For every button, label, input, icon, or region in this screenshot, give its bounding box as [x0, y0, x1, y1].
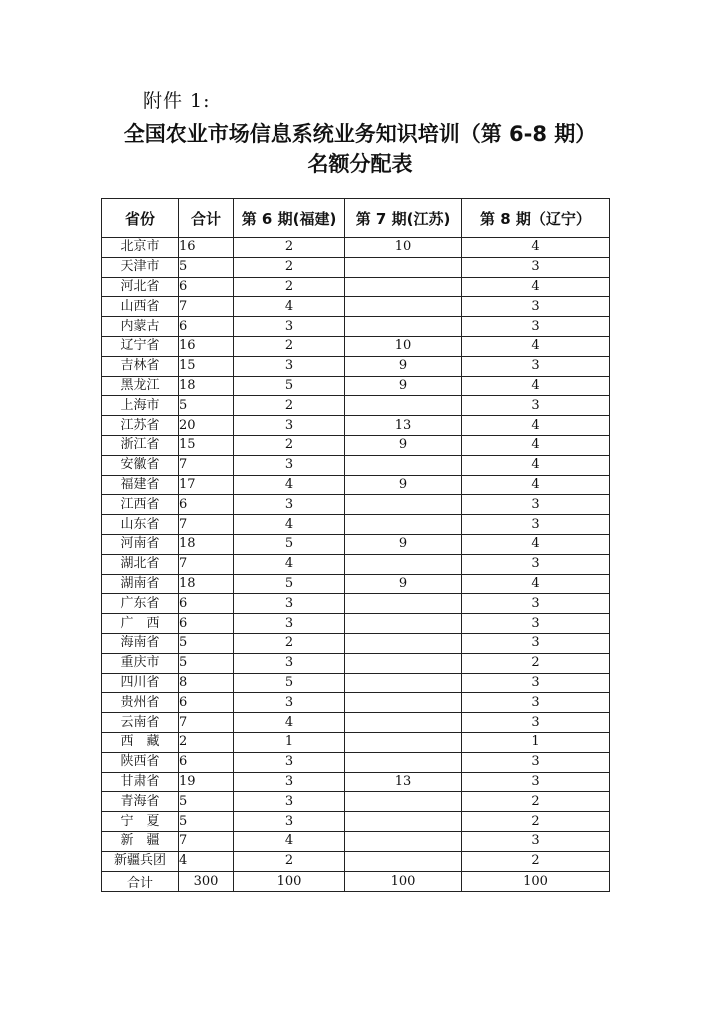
cell-session-6: 3 — [234, 317, 345, 337]
cell-session-7 — [345, 752, 462, 772]
table-row — [102, 534, 610, 554]
cell-session-7 — [345, 693, 462, 713]
cell-session-8: 3 — [462, 673, 610, 693]
cell-session-6: 1 — [234, 732, 345, 752]
cell-session-7 — [345, 851, 462, 871]
cell-total: 18 — [179, 534, 234, 554]
cell-total: 7 — [179, 831, 234, 851]
cell-total: 15 — [179, 435, 234, 455]
cell-session-6: 2 — [234, 238, 345, 258]
cell-session-8: 3 — [462, 495, 610, 515]
cell-session-8: 3 — [462, 772, 610, 792]
cell-session-8: 4 — [462, 475, 610, 495]
table-row — [102, 515, 610, 535]
cell-session-6: 2 — [234, 277, 345, 297]
cell-session-6: 2 — [234, 633, 345, 653]
cell-total: 2 — [179, 732, 234, 752]
table-row — [102, 554, 610, 574]
cell-session-6: 3 — [234, 356, 345, 376]
cell-session-8: 4 — [462, 277, 610, 297]
cell-province: 湖北省 — [102, 554, 179, 574]
table-body — [102, 238, 610, 872]
attachment-label: 附件 1: — [143, 90, 211, 112]
table-row — [102, 792, 610, 812]
cell-session-6: 5 — [234, 534, 345, 554]
header-session-8: 第 8 期（辽宁） — [462, 199, 610, 238]
cell-session-8: 4 — [462, 376, 610, 396]
header-total: 合计 — [179, 199, 234, 238]
cell-total: 5 — [179, 812, 234, 832]
cell-session-8: 3 — [462, 693, 610, 713]
cell-session-8: 4 — [462, 238, 610, 258]
cell-session-7 — [345, 396, 462, 416]
cell-total: 20 — [179, 416, 234, 436]
cell-session-6: 2 — [234, 851, 345, 871]
totals-label: 合计 — [102, 871, 179, 891]
cell-province: 河南省 — [102, 534, 179, 554]
cell-session-7 — [345, 277, 462, 297]
table-row — [102, 297, 610, 317]
cell-province: 江苏省 — [102, 416, 179, 436]
cell-total: 6 — [179, 614, 234, 634]
cell-session-7 — [345, 594, 462, 614]
cell-session-8: 3 — [462, 356, 610, 376]
cell-total: 6 — [179, 693, 234, 713]
cell-total: 5 — [179, 257, 234, 277]
header-session-6: 第 6 期(福建) — [234, 199, 345, 238]
table-row — [102, 851, 610, 871]
totals-session-7: 100 — [345, 871, 462, 891]
cell-session-6: 3 — [234, 752, 345, 772]
cell-province: 山东省 — [102, 515, 179, 535]
cell-session-8: 4 — [462, 455, 610, 475]
cell-session-6: 2 — [234, 336, 345, 356]
cell-session-6: 3 — [234, 594, 345, 614]
cell-total: 6 — [179, 752, 234, 772]
cell-session-7: 10 — [345, 336, 462, 356]
cell-session-6: 5 — [234, 376, 345, 396]
table-row — [102, 376, 610, 396]
cell-session-7 — [345, 614, 462, 634]
cell-session-8: 1 — [462, 732, 610, 752]
cell-total: 7 — [179, 297, 234, 317]
cell-province: 辽宁省 — [102, 336, 179, 356]
table-row — [102, 455, 610, 475]
cell-session-8: 3 — [462, 257, 610, 277]
table-row — [102, 713, 610, 733]
cell-total: 19 — [179, 772, 234, 792]
cell-total: 7 — [179, 554, 234, 574]
cell-session-8: 3 — [462, 317, 610, 337]
cell-session-6: 3 — [234, 792, 345, 812]
cell-total: 17 — [179, 475, 234, 495]
cell-session-6: 5 — [234, 574, 345, 594]
cell-session-8: 3 — [462, 752, 610, 772]
totals-session-6: 100 — [234, 871, 345, 891]
cell-total: 18 — [179, 574, 234, 594]
cell-session-6: 3 — [234, 614, 345, 634]
cell-province: 宁 夏 — [102, 812, 179, 832]
cell-session-6: 4 — [234, 713, 345, 733]
cell-session-7: 9 — [345, 376, 462, 396]
totals-total: 300 — [179, 871, 234, 891]
table-row — [102, 277, 610, 297]
table-row — [102, 356, 610, 376]
cell-session-8: 4 — [462, 336, 610, 356]
cell-province: 云南省 — [102, 713, 179, 733]
cell-province: 四川省 — [102, 673, 179, 693]
cell-province: 海南省 — [102, 633, 179, 653]
cell-session-8: 3 — [462, 554, 610, 574]
cell-session-6: 3 — [234, 495, 345, 515]
cell-session-6: 4 — [234, 475, 345, 495]
cell-province: 河北省 — [102, 277, 179, 297]
cell-session-8: 3 — [462, 594, 610, 614]
cell-total: 5 — [179, 653, 234, 673]
cell-total: 7 — [179, 515, 234, 535]
cell-session-8: 3 — [462, 396, 610, 416]
cell-total: 8 — [179, 673, 234, 693]
table-row — [102, 812, 610, 832]
table-row — [102, 475, 610, 495]
cell-province: 新疆兵团 — [102, 851, 179, 871]
cell-session-7 — [345, 633, 462, 653]
cell-province: 广东省 — [102, 594, 179, 614]
header-province: 省份 — [102, 199, 179, 238]
cell-session-6: 4 — [234, 554, 345, 574]
cell-session-7 — [345, 554, 462, 574]
cell-province: 湖南省 — [102, 574, 179, 594]
table-row — [102, 633, 610, 653]
cell-session-6: 4 — [234, 831, 345, 851]
cell-province: 山西省 — [102, 297, 179, 317]
cell-province: 浙江省 — [102, 435, 179, 455]
table-row — [102, 831, 610, 851]
cell-session-7 — [345, 673, 462, 693]
cell-session-6: 4 — [234, 297, 345, 317]
cell-session-8: 3 — [462, 831, 610, 851]
cell-province: 安徽省 — [102, 455, 179, 475]
cell-total: 6 — [179, 495, 234, 515]
table-row — [102, 257, 610, 277]
cell-province: 重庆市 — [102, 653, 179, 673]
cell-province: 吉林省 — [102, 356, 179, 376]
cell-province: 江西省 — [102, 495, 179, 515]
table-row — [102, 317, 610, 337]
table-row — [102, 653, 610, 673]
table-row — [102, 495, 610, 515]
cell-session-6: 2 — [234, 435, 345, 455]
cell-province: 北京市 — [102, 238, 179, 258]
cell-session-6: 5 — [234, 673, 345, 693]
cell-session-8: 2 — [462, 653, 610, 673]
cell-session-7 — [345, 792, 462, 812]
cell-total: 15 — [179, 356, 234, 376]
cell-session-8: 3 — [462, 297, 610, 317]
table-row — [102, 732, 610, 752]
cell-session-7 — [345, 317, 462, 337]
cell-session-7 — [345, 653, 462, 673]
cell-session-8: 4 — [462, 435, 610, 455]
cell-total: 5 — [179, 396, 234, 416]
totals-session-8: 100 — [462, 871, 610, 891]
cell-total: 5 — [179, 633, 234, 653]
cell-session-7: 13 — [345, 416, 462, 436]
table-row — [102, 752, 610, 772]
cell-session-7: 9 — [345, 435, 462, 455]
cell-session-6: 2 — [234, 257, 345, 277]
cell-province: 陕西省 — [102, 752, 179, 772]
cell-province: 西 藏 — [102, 732, 179, 752]
table-row — [102, 396, 610, 416]
cell-total: 6 — [179, 594, 234, 614]
cell-session-8: 4 — [462, 416, 610, 436]
cell-session-7: 9 — [345, 534, 462, 554]
cell-session-7 — [345, 831, 462, 851]
cell-session-8: 2 — [462, 812, 610, 832]
cell-province: 新 疆 — [102, 831, 179, 851]
cell-total: 6 — [179, 277, 234, 297]
cell-session-7 — [345, 257, 462, 277]
cell-session-7 — [345, 713, 462, 733]
table-row — [102, 693, 610, 713]
cell-session-6: 4 — [234, 515, 345, 535]
cell-total: 6 — [179, 317, 234, 337]
cell-session-7 — [345, 732, 462, 752]
table-row — [102, 238, 610, 258]
cell-session-8: 2 — [462, 851, 610, 871]
table-row — [102, 416, 610, 436]
cell-session-6: 3 — [234, 416, 345, 436]
cell-session-6: 3 — [234, 653, 345, 673]
document-title: 全国农业市场信息系统业务知识培训（第 6-8 期） — [123, 122, 597, 146]
cell-total: 4 — [179, 851, 234, 871]
cell-session-8: 4 — [462, 534, 610, 554]
cell-session-7 — [345, 515, 462, 535]
document-subtitle: 名额分配表 — [307, 152, 413, 176]
table-header-row — [102, 199, 610, 238]
cell-session-6: 2 — [234, 396, 345, 416]
cell-province: 上海市 — [102, 396, 179, 416]
table-row — [102, 336, 610, 356]
quota-table — [101, 198, 610, 892]
cell-province: 青海省 — [102, 792, 179, 812]
table-row — [102, 772, 610, 792]
cell-total: 16 — [179, 238, 234, 258]
cell-province: 福建省 — [102, 475, 179, 495]
header-session-7: 第 7 期(江苏) — [345, 199, 462, 238]
cell-session-7 — [345, 455, 462, 475]
cell-session-8: 3 — [462, 515, 610, 535]
cell-session-7: 9 — [345, 475, 462, 495]
cell-total: 7 — [179, 713, 234, 733]
cell-session-7: 9 — [345, 356, 462, 376]
cell-session-8: 2 — [462, 792, 610, 812]
cell-session-8: 4 — [462, 574, 610, 594]
cell-session-6: 3 — [234, 812, 345, 832]
cell-province: 贵州省 — [102, 693, 179, 713]
cell-session-7: 10 — [345, 238, 462, 258]
table-row — [102, 435, 610, 455]
table-row — [102, 673, 610, 693]
cell-session-7 — [345, 495, 462, 515]
cell-session-8: 3 — [462, 614, 610, 634]
cell-province: 天津市 — [102, 257, 179, 277]
cell-province: 甘肃省 — [102, 772, 179, 792]
table-row — [102, 594, 610, 614]
cell-total: 18 — [179, 376, 234, 396]
cell-session-6: 3 — [234, 693, 345, 713]
cell-province: 黑龙江 — [102, 376, 179, 396]
cell-session-6: 3 — [234, 772, 345, 792]
table-row — [102, 614, 610, 634]
cell-session-8: 3 — [462, 633, 610, 653]
cell-session-7: 13 — [345, 772, 462, 792]
cell-total: 5 — [179, 792, 234, 812]
cell-province: 广 西 — [102, 614, 179, 634]
cell-session-8: 3 — [462, 713, 610, 733]
totals-row — [102, 871, 610, 891]
table-row — [102, 574, 610, 594]
cell-province: 内蒙古 — [102, 317, 179, 337]
cell-total: 7 — [179, 455, 234, 475]
cell-session-7 — [345, 297, 462, 317]
cell-session-7 — [345, 812, 462, 832]
cell-session-7: 9 — [345, 574, 462, 594]
cell-total: 16 — [179, 336, 234, 356]
cell-session-6: 3 — [234, 455, 345, 475]
